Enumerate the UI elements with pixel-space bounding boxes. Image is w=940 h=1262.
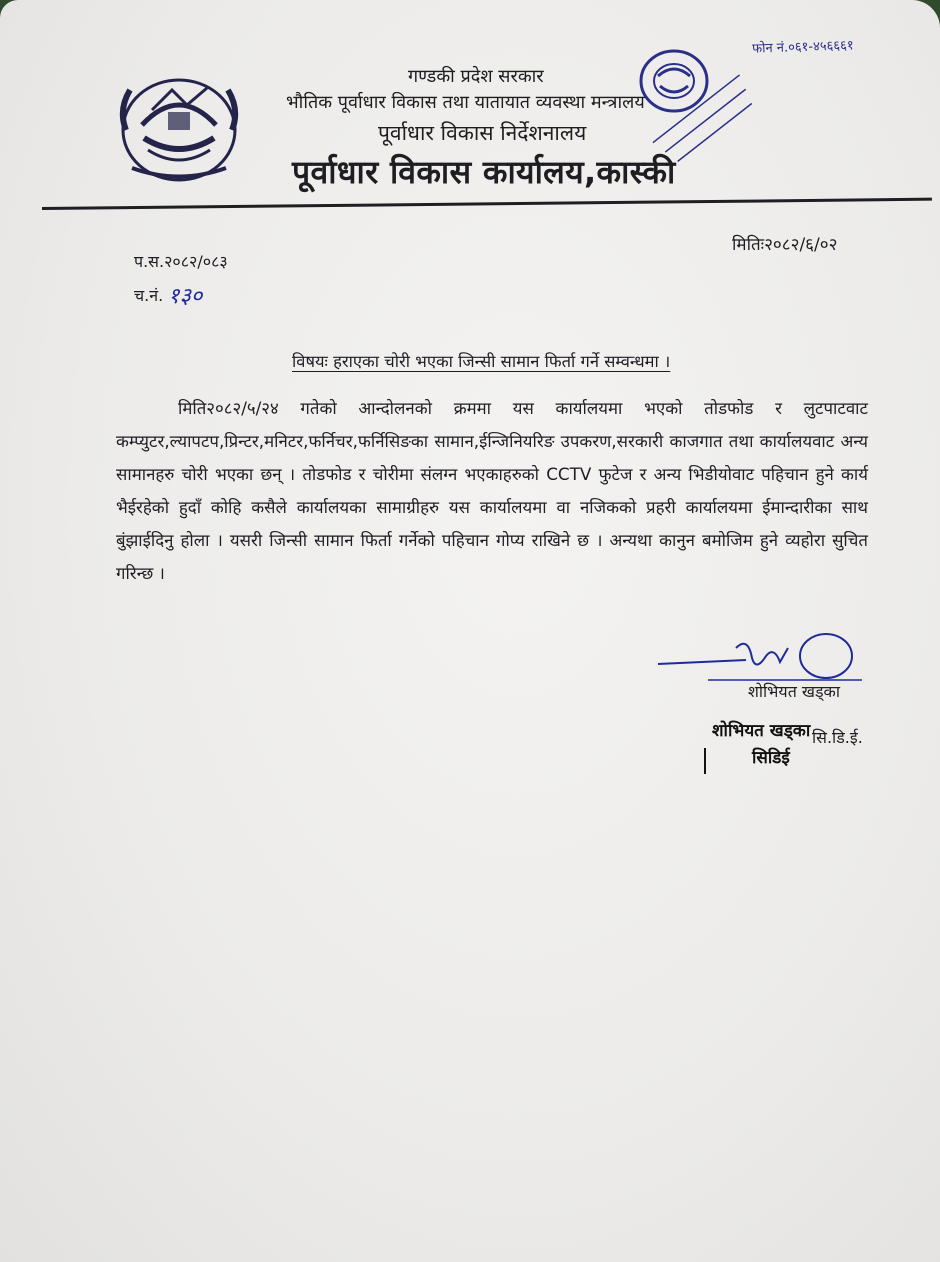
fiscal-reference: प.स.२०८२/०८३ [134,252,228,271]
subject-line: विषयः हराएका चोरी भएका जिन्सी सामान फिर्ता गर्ने सम्वन्धमा । [292,352,671,371]
government-emblem-logo [112,70,246,188]
phone-number: फोन नं.०६१-४५६६६१ [751,38,854,57]
dispatch-number-handwritten: १३० [168,284,203,309]
dispatch-label: च.नं. [134,286,164,305]
rectangular-stamp [612,32,762,162]
stamp-bar [704,748,706,774]
letter-body: मिति२०८२/५/२४ गतेको आन्दोलनको क्रममा यस कार्यालयमा भएको तोडफोड र लुटपाटवाट कम्प्युटर,ल्यापटप,प्रिन्टर,मनिटर,फर्निचर,फर्निसिङका सामान,ईन्जिनियरिङ उपकरण,सरकारी काजगात तथा कार्यालयवाट अन्य सामानहरु चोरी भएका छन् । तोडफोड र चोरीमा संलग्न भएकाहरुको CCTV फुटेज र अन्य भिडीयोवाट पहिचान हुने कार्य भैईरहेको हुदाँ कोहि कसैले कार्यालयका सामाग्रीहरु यस कार्यालयमा वा नजिकको प्रहरी कार्यालयमा ईमान्दारीका साथ बुंझाईदिनु होला । यसरी जिन्सी सामान फिर्ता गर्नेको पहिचान गोप्य राखिने छ । अन्यथा कानुन बमोजिम हुने व्यहोरा सुचित गरिन्छ । [116,398,868,583]
stamp-name: शोभियत खड्का [712,721,811,741]
stamp-title: सिडिई [752,748,790,768]
signatory-name: शोभियत खड्का [748,682,840,701]
header-province: गण्डकी प्रदेश सरकार [408,66,544,87]
header-office: पूर्वाधार विकास कार्यालय,कास्की [292,153,676,191]
header-divider [42,198,932,210]
signatory-title: सि.डि.ई. [812,728,863,747]
header-ministry: भौतिक पूर्वाधार विकास तथा यातायात व्यवस्था मन्त्रालय [286,92,645,113]
letter-date: मितिः२०८२/६/०२ [732,235,838,255]
header-directorate: पूर्वाधार विकास निर्देशनालय [378,121,587,145]
